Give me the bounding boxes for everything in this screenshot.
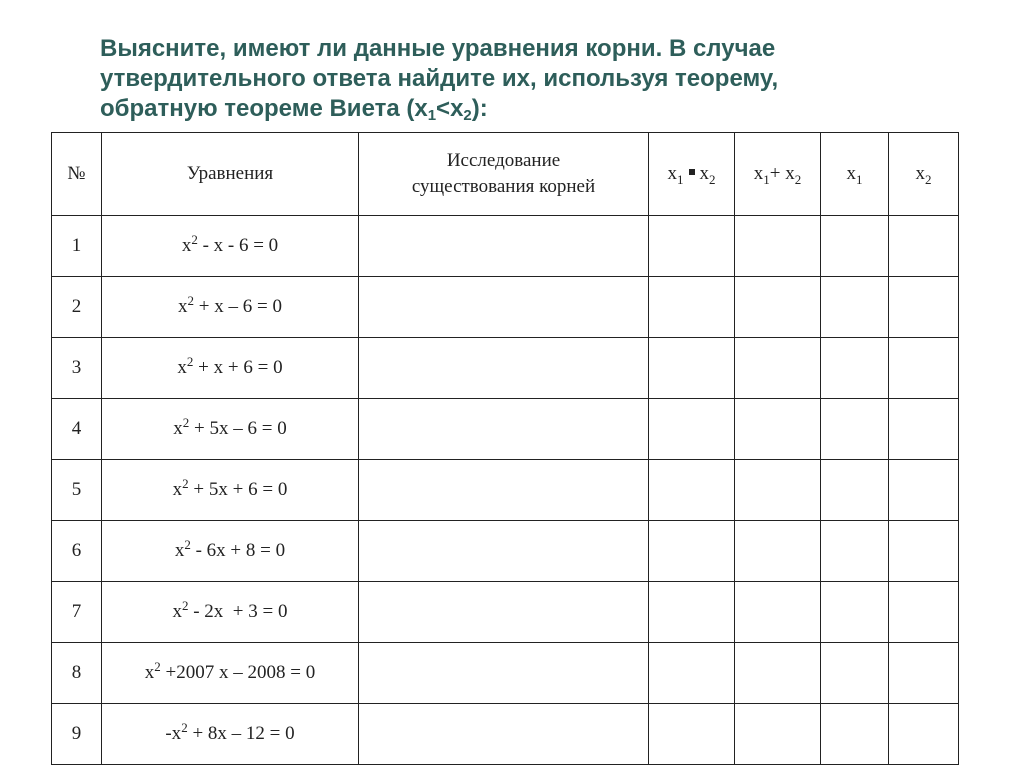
equation-power: 2 (191, 232, 198, 247)
row-equation (102, 582, 359, 643)
header-x2 (889, 133, 959, 216)
cell-x2[interactable] (889, 277, 959, 338)
cell-x1[interactable] (821, 338, 889, 399)
equation-lead: -x (165, 723, 182, 744)
equation-lead: x (174, 540, 185, 561)
cell-x2[interactable] (889, 216, 959, 277)
row-num: 8 (52, 643, 102, 704)
cell-x2[interactable] (889, 582, 959, 643)
cell-x1[interactable] (821, 521, 889, 582)
row-num: 4 (52, 399, 102, 460)
row-num: 2 (52, 277, 102, 338)
table-row (52, 460, 959, 521)
title-line-3-text: обратную теореме Виета (х (100, 95, 428, 122)
title-line-3 (100, 94, 980, 124)
row-num: 5 (52, 460, 102, 521)
cell-sum[interactable] (735, 643, 821, 704)
equations-table (51, 132, 959, 765)
table-row (52, 521, 959, 582)
equation-power: 2 (181, 720, 188, 735)
equation-power: 2 (182, 476, 189, 491)
table-row (52, 399, 959, 460)
row-equation (102, 277, 359, 338)
cell-research[interactable] (359, 521, 649, 582)
table-row (52, 277, 959, 338)
equation-lead: x (177, 357, 187, 378)
cell-product[interactable] (649, 277, 735, 338)
row-equation (102, 704, 359, 765)
equation-rest: + x – 6 = 0 (194, 296, 282, 317)
row-num: 1 (52, 216, 102, 277)
header-sum-sub2: 2 (794, 172, 802, 187)
row-equation (102, 460, 359, 521)
table-row (52, 216, 959, 277)
header-x2-x: x (915, 163, 925, 184)
header-sum (735, 133, 821, 216)
cell-x2[interactable] (889, 521, 959, 582)
header-x1-x: x (846, 163, 856, 184)
title-lt: <х (436, 95, 464, 122)
row-num: 3 (52, 338, 102, 399)
row-num: 7 (52, 582, 102, 643)
cell-x1[interactable] (821, 277, 889, 338)
table-header-row (52, 133, 959, 216)
header-product-x1: x (667, 163, 677, 184)
cell-sum[interactable] (735, 582, 821, 643)
equation-power: 2 (154, 659, 161, 674)
page-title (100, 34, 980, 124)
row-num: 9 (52, 704, 102, 765)
equation-power: 2 (186, 354, 194, 369)
multiply-dot-icon (689, 169, 695, 175)
cell-product[interactable] (649, 338, 735, 399)
header-sum-sub1: 1 (763, 172, 770, 187)
table-row (52, 582, 959, 643)
cell-research[interactable] (359, 704, 649, 765)
row-equation (102, 643, 359, 704)
equation-lead: x (173, 418, 183, 439)
cell-research[interactable] (359, 277, 649, 338)
cell-product[interactable] (649, 521, 735, 582)
title-line-2: утвердительного ответа найдите их, используя теорему, (100, 65, 779, 92)
cell-sum[interactable] (735, 338, 821, 399)
cell-product[interactable] (649, 460, 735, 521)
equation-rest: + 8x – 12 = 0 (187, 723, 295, 744)
cell-sum[interactable] (735, 277, 821, 338)
equation-lead: x (172, 479, 183, 500)
title-line-1: Выясните, имеют ли данные уравнения корни. В случае (100, 35, 776, 62)
header-sum-plus: + x (769, 163, 795, 184)
table-row (52, 338, 959, 399)
cell-x2[interactable] (889, 460, 959, 521)
header-research (359, 133, 649, 216)
cell-product[interactable] (649, 216, 735, 277)
title-sub-2: 2 (463, 107, 472, 124)
cell-x2[interactable] (889, 704, 959, 765)
row-equation (102, 338, 359, 399)
row-equation (102, 521, 359, 582)
equation-power: 2 (184, 537, 191, 552)
cell-sum[interactable] (735, 216, 821, 277)
cell-research[interactable] (359, 643, 649, 704)
cell-x2[interactable] (889, 399, 959, 460)
cell-research[interactable] (359, 216, 649, 277)
equation-rest: - 6x + 8 = 0 (190, 540, 286, 561)
equation-lead: x (181, 235, 192, 256)
equation-power: 2 (182, 415, 190, 430)
equation-rest: +2007 x – 2008 = 0 (160, 662, 316, 683)
table-row (52, 643, 959, 704)
header-sum-x1: x (753, 163, 764, 184)
cell-x1[interactable] (821, 460, 889, 521)
table-body (52, 216, 959, 765)
title-sub-1: 1 (427, 107, 437, 124)
equation-rest: + 5x – 6 = 0 (189, 418, 287, 439)
cell-x1[interactable] (821, 216, 889, 277)
table-row (52, 704, 959, 765)
cell-product[interactable] (649, 704, 735, 765)
equation-lead: x (144, 662, 155, 683)
cell-x2[interactable] (889, 643, 959, 704)
equation-rest: + x + 6 = 0 (193, 357, 283, 378)
title-end: ): (471, 95, 488, 122)
cell-x1[interactable] (821, 704, 889, 765)
cell-research[interactable] (359, 399, 649, 460)
equation-rest: + 5x + 6 = 0 (188, 479, 288, 500)
equation-lead: x (178, 296, 188, 317)
cell-x1[interactable] (821, 643, 889, 704)
header-product (649, 133, 735, 216)
cell-product[interactable] (649, 643, 735, 704)
cell-research[interactable] (359, 338, 649, 399)
row-num: 6 (52, 521, 102, 582)
cell-x1[interactable] (821, 399, 889, 460)
header-equations: Уравнения (102, 133, 359, 216)
cell-x2[interactable] (889, 338, 959, 399)
cell-product[interactable] (649, 399, 735, 460)
header-product-x2: x (699, 163, 709, 184)
cell-sum[interactable] (735, 704, 821, 765)
equation-rest: - 2x + 3 = 0 (188, 601, 288, 622)
header-x1-sub: 1 (856, 172, 863, 187)
cell-product[interactable] (649, 582, 735, 643)
cell-sum[interactable] (735, 399, 821, 460)
equation-lead: x (172, 601, 182, 622)
equation-power: 2 (187, 293, 195, 308)
cell-research[interactable] (359, 460, 649, 521)
header-research-line1: Исследование (446, 150, 561, 171)
header-num: № (52, 133, 102, 216)
equation-power: 2 (181, 598, 189, 613)
cell-x1[interactable] (821, 582, 889, 643)
cell-sum[interactable] (735, 521, 821, 582)
row-equation (102, 399, 359, 460)
header-product-sub1: 1 (677, 172, 684, 187)
equation-rest: - x - 6 = 0 (197, 235, 279, 256)
cell-research[interactable] (359, 582, 649, 643)
header-research-line2: существования корней (411, 176, 596, 197)
header-x2-sub: 2 (925, 172, 932, 187)
row-equation (102, 216, 359, 277)
header-product-sub2: 2 (709, 172, 716, 187)
header-x1 (821, 133, 889, 216)
cell-sum[interactable] (735, 460, 821, 521)
